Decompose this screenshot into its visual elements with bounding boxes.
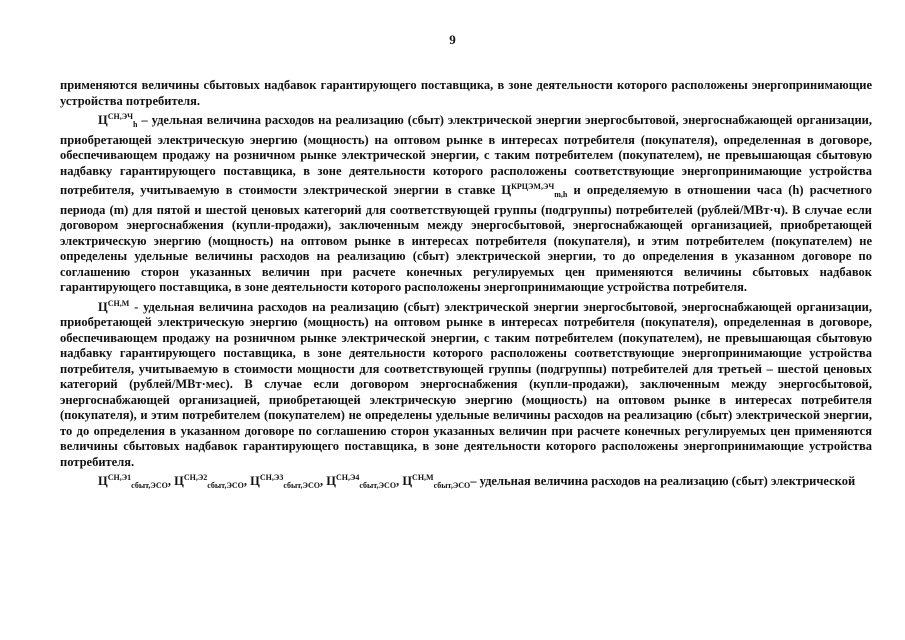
formula-symbol: $Ц^{СН,Э3}_{сбыт,ЭСО}$ [250, 473, 320, 490]
page-number: 9 [449, 32, 456, 47]
definition-paragraph-energy-h [60, 109, 872, 296]
formula-symbol: $Ц^{СН,М}_{сбыт,ЭСО}$ [402, 473, 471, 490]
formula-symbol: $Ц^{СН,ЭЧ}_h$ [98, 112, 138, 129]
definition-paragraph-symbol-list [60, 470, 872, 494]
definition-text-continued: и определяемую в отношении часа (h) расчетного периода (m) для пятой и шестой ценовых категорий для соответствующей группы (подгруппы) потребителей (рублей/МВт·ч). В случае если договором энергоснабжения (купли-продажи), заключенным между энергосбытовой, энергоснабжающей организацией, приобретающей электрическую энергию (мощность) на оптовом рынке в интересах потребителя (покупателя), и этим потребителем (покупателем) не определены удельные величины расходов на реализацию (сбыт) электрической энергии, то до определения в указанном договоре по соглашению сторон указанных величин при расчете конечных регулируемых цен применяются величины сбытовых надбавок гарантирующего поставщика, в зоне деятельности которого расположены энергопринимающие устройства потребителя. [60, 183, 873, 294]
symbol-separator: , [243, 474, 251, 488]
definition-paragraph-capacity [60, 296, 872, 471]
definition-text: – удельная величина расходов на реализацию (сбыт) электрической энергии энергосбытовой, энергоснабжающей организации, приобретающей электрическую энергию (мощность) на оптовом рынке в интересах потребителя (покупателя), определенная в договоре, обеспечивающем продажу на розничном рынке электрической энергии, с таким потребителем (покупателем), не превышающая сбытовую надбавку гарантирующего поставщика, в зоне деятельности которого расположены соответствующие энергопринимающие устройства потребителя, учитываемую в стоимости электрической энергии в ставке [60, 113, 872, 197]
formula-symbol-list [98, 474, 470, 488]
document-body [60, 78, 872, 494]
definition-text: – удельная величина расходов на реализацию (сбыт) электрической [470, 474, 856, 488]
symbol-separator: , [319, 474, 327, 488]
formula-symbol: $Ц^{СН,Э1}_{сбыт,ЭСО}$ [98, 473, 168, 490]
inline-formula-symbol: $Ц^{КРЦЭМ,ЭЧ}_{m,h}$ [501, 182, 568, 199]
definition-text: - удельная величина расходов на реализацию (сбыт) электрической энергии энергосбытовой, энергоснабжающей организации, приобретающей электрическую энергию (мощность) на оптовом рынке в интересах потребителя (покупателя), определенная в договоре, обеспечивающем продажу на розничном рынке электрической энергии, с таким потребителем (покупателем), не превышающая сбытовую надбавку гарантирующего поставщика, в зоне деятельности которого расположены соответствующие энергопринимающие устройства потребителя, учитываемую в стоимости мощности для соответствующей группы (подгруппы) потребителей для третьей – шестой ценовых категорий (рублей/МВт·мес). В случае если договором энергоснабжения (купли-продажи), заключенным между энергосбытовой, энергоснабжающей организацией, приобретающей электрическую энергию (мощность) на оптовом рынке в интересах потребителя (покупателя), и этим потребителем (покупателем) не определены удельные величины расходов на реализацию (сбыт) электрической энергии, то до определения в указанном договоре по соглашению сторон указанных величин при расчете конечных регулируемых цен применяются величины сбытовых надбавок гарантирующего поставщика, в зоне деятельности которого расположены энергопринимающие устройства потребителя. [60, 299, 872, 469]
paragraph-continuation: применяются величины сбытовых надбавок гарантирующего поставщика, в зоне деятельности которого расположены энергопринимающие устройства потребителя. [60, 78, 872, 108]
symbol-separator: , [396, 474, 403, 488]
formula-symbol: $Ц^{СН,М}$ [98, 298, 130, 314]
formula-symbol: $Ц^{СН,Э2}_{сбыт,ЭСО}$ [174, 473, 244, 490]
symbol-separator: , [167, 474, 175, 488]
formula-symbol: $Ц^{СН,Э4}_{сбыт,ЭСО}$ [326, 473, 397, 490]
